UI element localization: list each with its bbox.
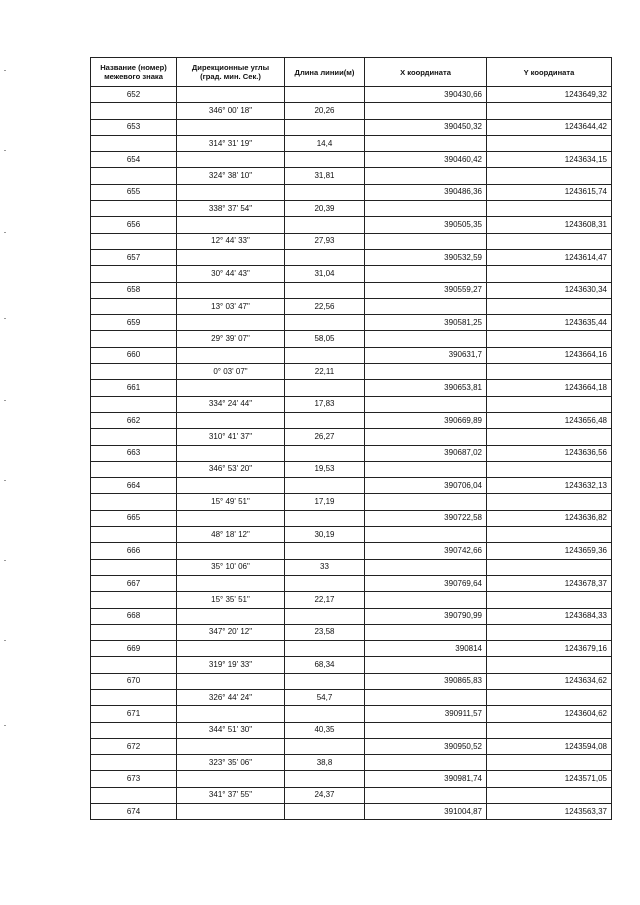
x-coordinate-cell [365,755,487,771]
table-row [91,673,612,689]
direction-angle-cell [177,608,285,624]
x-coordinate-cell: 390430,66 [365,87,487,103]
y-coordinate-cell: 1243630,34 [487,282,612,298]
direction-angle-cell: 334° 24' 44" [177,396,285,412]
point-name-cell [91,266,177,282]
line-length-cell: 22,11 [285,364,365,380]
x-coordinate-cell [365,168,487,184]
y-coordinate-cell: 1243634,62 [487,673,612,689]
direction-angle-cell: 347° 20' 12" [177,624,285,640]
x-coordinate-cell [365,461,487,477]
x-coordinate-cell [365,298,487,314]
table-row [91,510,612,526]
line-length-cell [285,706,365,722]
x-coordinate-cell: 390505,35 [365,217,487,233]
direction-angle-cell [177,771,285,787]
header-y-coordinate: Y координата [487,58,612,87]
direction-angle-cell [177,87,285,103]
header-point-name: Название (номер) межевого знака [91,58,177,87]
line-length-cell: 31,81 [285,168,365,184]
line-length-cell [285,543,365,559]
direction-angle-cell: 12° 44' 33" [177,233,285,249]
y-coordinate-cell [487,135,612,151]
table-row [91,119,612,135]
x-coordinate-cell [365,592,487,608]
x-coordinate-cell [365,233,487,249]
direction-angle-cell: 310° 41' 37" [177,429,285,445]
header-line-length: Длина линии(м) [285,58,365,87]
point-name-cell: 665 [91,510,177,526]
y-coordinate-cell: 1243571,05 [487,771,612,787]
line-length-cell: 68,34 [285,657,365,673]
y-coordinate-cell [487,331,612,347]
table-row [91,103,612,119]
direction-angle-cell [177,641,285,657]
line-length-cell [285,771,365,787]
line-length-cell: 14,4 [285,135,365,151]
point-name-cell [91,559,177,575]
point-name-cell: 672 [91,738,177,754]
x-coordinate-cell [365,429,487,445]
y-coordinate-cell: 1243664,18 [487,380,612,396]
y-coordinate-cell [487,233,612,249]
point-name-cell [91,364,177,380]
y-coordinate-cell [487,592,612,608]
boundary-coordinates-table [90,57,612,820]
point-name-cell: 658 [91,282,177,298]
table-row [91,559,612,575]
table-row [91,217,612,233]
x-coordinate-cell: 390769,64 [365,575,487,591]
x-coordinate-cell: 390981,74 [365,771,487,787]
point-name-cell [91,233,177,249]
table-row [91,380,612,396]
y-coordinate-cell: 1243684,33 [487,608,612,624]
point-name-cell: 671 [91,706,177,722]
direction-angle-cell [177,184,285,200]
table-body [91,87,612,820]
direction-angle-cell: 29° 39' 07" [177,331,285,347]
point-name-cell: 667 [91,575,177,591]
point-name-cell [91,135,177,151]
x-coordinate-cell [365,689,487,705]
table-row [91,722,612,738]
x-coordinate-cell: 390460,42 [365,152,487,168]
y-coordinate-cell: 1243664,16 [487,347,612,363]
y-coordinate-cell [487,624,612,640]
table-row [91,624,612,640]
direction-angle-cell: 324° 38' 10" [177,168,285,184]
direction-angle-cell [177,412,285,428]
x-coordinate-cell: 390559,27 [365,282,487,298]
table-row [91,787,612,803]
direction-angle-cell: 15° 35' 51" [177,592,285,608]
x-coordinate-cell [365,331,487,347]
x-coordinate-cell: 390742,66 [365,543,487,559]
line-length-cell: 26,27 [285,429,365,445]
point-name-cell: 655 [91,184,177,200]
point-name-cell: 656 [91,217,177,233]
direction-angle-cell [177,249,285,265]
line-length-cell: 27,93 [285,233,365,249]
point-name-cell: 661 [91,380,177,396]
table-row [91,412,612,428]
x-coordinate-cell [365,201,487,217]
x-coordinate-cell [365,135,487,151]
table-row [91,608,612,624]
point-name-cell: 654 [91,152,177,168]
x-coordinate-cell [365,722,487,738]
table-row [91,396,612,412]
line-length-cell: 23,58 [285,624,365,640]
table-row [91,298,612,314]
table-header-row [91,58,612,87]
direction-angle-cell [177,347,285,363]
line-length-cell: 58,05 [285,331,365,347]
line-length-cell: 31,04 [285,266,365,282]
point-name-cell: 668 [91,608,177,624]
line-length-cell [285,380,365,396]
direction-angle-cell [177,315,285,331]
x-coordinate-cell: 390790,99 [365,608,487,624]
direction-angle-cell: 0° 03' 07" [177,364,285,380]
table-row [91,201,612,217]
line-length-cell: 30,19 [285,527,365,543]
direction-angle-cell [177,543,285,559]
point-name-cell [91,201,177,217]
direction-angle-cell [177,673,285,689]
x-coordinate-cell: 390706,04 [365,478,487,494]
y-coordinate-cell [487,429,612,445]
y-coordinate-cell [487,298,612,314]
line-length-cell [285,478,365,494]
point-name-cell [91,624,177,640]
direction-angle-cell [177,152,285,168]
table-row [91,135,612,151]
x-coordinate-cell [365,494,487,510]
y-coordinate-cell: 1243656,48 [487,412,612,428]
direction-angle-cell: 35° 10' 06" [177,559,285,575]
x-coordinate-cell [365,657,487,673]
table-row [91,152,612,168]
table-row [91,249,612,265]
point-name-cell: 652 [91,87,177,103]
line-length-cell: 19,53 [285,461,365,477]
x-coordinate-cell: 390532,59 [365,249,487,265]
y-coordinate-cell [487,201,612,217]
table-row [91,755,612,771]
table-row [91,592,612,608]
direction-angle-cell: 13° 03' 47" [177,298,285,314]
direction-angle-cell [177,445,285,461]
point-name-cell [91,461,177,477]
direction-angle-cell: 346° 00' 18" [177,103,285,119]
point-name-cell: 664 [91,478,177,494]
line-length-cell [285,510,365,526]
direction-angle-cell: 48° 18' 12" [177,527,285,543]
y-coordinate-cell [487,657,612,673]
point-name-cell: 662 [91,412,177,428]
direction-angle-cell: 314° 31' 19" [177,135,285,151]
point-name-cell [91,689,177,705]
direction-angle-cell [177,706,285,722]
line-length-cell [285,282,365,298]
table-row [91,771,612,787]
point-name-cell [91,103,177,119]
x-coordinate-cell: 390669,89 [365,412,487,428]
point-name-cell: 660 [91,347,177,363]
x-coordinate-cell: 390631,7 [365,347,487,363]
y-coordinate-cell: 1243608,31 [487,217,612,233]
x-coordinate-cell [365,559,487,575]
table-row [91,527,612,543]
x-coordinate-cell [365,364,487,380]
line-length-cell: 20,39 [285,201,365,217]
point-name-cell [91,755,177,771]
x-coordinate-cell: 390653,81 [365,380,487,396]
header-direction-angle: Дирекционные углы (град. мин. Сек.) [177,58,285,87]
x-coordinate-cell: 390950,52 [365,738,487,754]
line-length-cell [285,249,365,265]
table-row [91,429,612,445]
table-row [91,445,612,461]
line-length-cell: 17,83 [285,396,365,412]
x-coordinate-cell [365,266,487,282]
line-length-cell [285,575,365,591]
table-row [91,657,612,673]
line-length-cell: 40,35 [285,722,365,738]
direction-angle-cell: 341° 37' 55" [177,787,285,803]
direction-angle-cell [177,217,285,233]
y-coordinate-cell: 1243615,74 [487,184,612,200]
table-row [91,494,612,510]
line-length-cell [285,445,365,461]
line-length-cell [285,641,365,657]
table-row [91,282,612,298]
table-row [91,641,612,657]
x-coordinate-cell [365,396,487,412]
table-row [91,689,612,705]
point-name-cell [91,592,177,608]
point-name-cell [91,429,177,445]
direction-angle-cell: 323° 35' 06" [177,755,285,771]
line-length-cell [285,412,365,428]
direction-angle-cell: 15° 49' 51" [177,494,285,510]
table-row [91,347,612,363]
y-coordinate-cell [487,266,612,282]
point-name-cell [91,168,177,184]
x-coordinate-cell: 390450,32 [365,119,487,135]
line-length-cell [285,608,365,624]
y-coordinate-cell: 1243614,47 [487,249,612,265]
x-coordinate-cell: 390687,02 [365,445,487,461]
x-coordinate-cell: 390911,57 [365,706,487,722]
point-name-cell: 659 [91,315,177,331]
table-row [91,364,612,380]
table-row [91,575,612,591]
x-coordinate-cell: 390865,83 [365,673,487,689]
line-length-cell: 24,37 [285,787,365,803]
y-coordinate-cell [487,103,612,119]
direction-angle-cell [177,575,285,591]
line-length-cell: 22,17 [285,592,365,608]
x-coordinate-cell: 390581,25 [365,315,487,331]
point-name-cell [91,527,177,543]
line-length-cell [285,738,365,754]
point-name-cell [91,722,177,738]
table-row [91,266,612,282]
y-coordinate-cell [487,494,612,510]
point-name-cell: 657 [91,249,177,265]
table-row [91,315,612,331]
y-coordinate-cell [487,722,612,738]
point-name-cell: 663 [91,445,177,461]
table-row [91,804,612,820]
header-x-coordinate: X координата [365,58,487,87]
point-name-cell [91,787,177,803]
x-coordinate-cell: 390814 [365,641,487,657]
point-name-cell: 673 [91,771,177,787]
y-coordinate-cell: 1243636,56 [487,445,612,461]
direction-angle-cell [177,510,285,526]
y-coordinate-cell [487,527,612,543]
direction-angle-cell [177,119,285,135]
direction-angle-cell [177,282,285,298]
point-name-cell: 670 [91,673,177,689]
y-coordinate-cell: 1243634,15 [487,152,612,168]
point-name-cell: 674 [91,804,177,820]
direction-angle-cell [177,804,285,820]
y-coordinate-cell: 1243594,08 [487,738,612,754]
point-name-cell: 653 [91,119,177,135]
y-coordinate-cell [487,364,612,380]
x-coordinate-cell [365,787,487,803]
y-coordinate-cell: 1243659,36 [487,543,612,559]
direction-angle-cell: 338° 37' 54" [177,201,285,217]
table-row [91,461,612,477]
direction-angle-cell: 346° 53' 20" [177,461,285,477]
table-row [91,233,612,249]
table-row [91,168,612,184]
table-row [91,87,612,103]
line-length-cell: 20,26 [285,103,365,119]
y-coordinate-cell: 1243635,44 [487,315,612,331]
direction-angle-cell: 319° 19' 33" [177,657,285,673]
scan-margin-marks [4,0,8,905]
line-length-cell [285,217,365,233]
table-row [91,331,612,347]
x-coordinate-cell [365,527,487,543]
y-coordinate-cell: 1243563,37 [487,804,612,820]
x-coordinate-cell: 391004,87 [365,804,487,820]
line-length-cell: 22,56 [285,298,365,314]
table-row [91,478,612,494]
table-row [91,738,612,754]
line-length-cell [285,87,365,103]
y-coordinate-cell [487,396,612,412]
table-row [91,184,612,200]
y-coordinate-cell [487,168,612,184]
line-length-cell [285,184,365,200]
table-row [91,706,612,722]
y-coordinate-cell [487,559,612,575]
line-length-cell: 54,7 [285,689,365,705]
point-name-cell [91,331,177,347]
direction-angle-cell: 326° 44' 24" [177,689,285,705]
direction-angle-cell [177,380,285,396]
y-coordinate-cell: 1243649,32 [487,87,612,103]
point-name-cell: 669 [91,641,177,657]
x-coordinate-cell [365,624,487,640]
x-coordinate-cell [365,103,487,119]
line-length-cell [285,119,365,135]
point-name-cell [91,657,177,673]
point-name-cell [91,298,177,314]
line-length-cell [285,152,365,168]
line-length-cell [285,347,365,363]
point-name-cell: 666 [91,543,177,559]
y-coordinate-cell: 1243636,82 [487,510,612,526]
y-coordinate-cell: 1243632,13 [487,478,612,494]
line-length-cell [285,315,365,331]
direction-angle-cell: 30° 44' 43" [177,266,285,282]
y-coordinate-cell: 1243679,16 [487,641,612,657]
y-coordinate-cell [487,787,612,803]
direction-angle-cell [177,738,285,754]
y-coordinate-cell: 1243678,37 [487,575,612,591]
y-coordinate-cell [487,461,612,477]
y-coordinate-cell [487,755,612,771]
y-coordinate-cell: 1243604,62 [487,706,612,722]
direction-angle-cell [177,478,285,494]
y-coordinate-cell [487,689,612,705]
line-length-cell [285,673,365,689]
direction-angle-cell: 344° 51' 30" [177,722,285,738]
line-length-cell: 33 [285,559,365,575]
point-name-cell [91,396,177,412]
line-length-cell [285,804,365,820]
y-coordinate-cell: 1243644,42 [487,119,612,135]
table-row [91,543,612,559]
x-coordinate-cell: 390486,36 [365,184,487,200]
line-length-cell: 17,19 [285,494,365,510]
line-length-cell: 38,8 [285,755,365,771]
x-coordinate-cell: 390722,58 [365,510,487,526]
point-name-cell [91,494,177,510]
